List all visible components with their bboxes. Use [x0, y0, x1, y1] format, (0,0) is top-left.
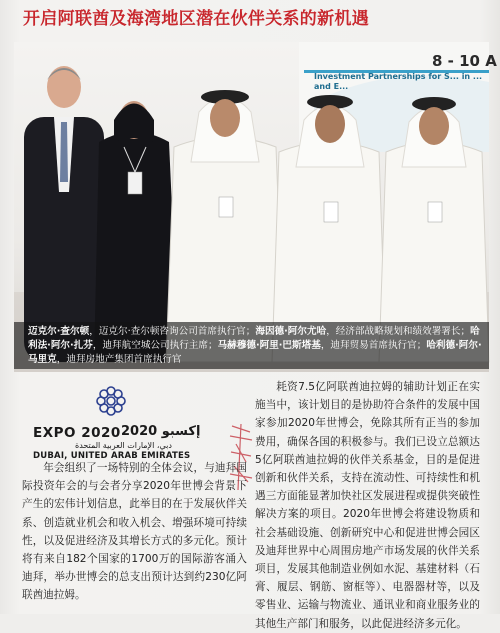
expo-arabic-name: إكسبو 2020 — [121, 424, 201, 439]
right-paragraph: 耗资7.5亿阿联酋迪拉姆的辅助计划正在实施当中，该计划目的是协助符合条件的发展中国家参加2020年世博会，免除其所有正当的参加费用，确保各国的积极参与。我们已设立总额达5亿阿联酋迪拉姆的伙伴关系基金，目的是促进创新和伙伴关系，支持在流动性、可持续性和机遇三方面能显著加快社区发展进程或提供突破性解决方案的项目。2020年世博会将建设物质和社会基础设施、创新研究中心和促进世博会园区及迪拜世界中心周围房地产市场发展的伙伴关系项目，发展其他制造业例如水泥、基建材料（石膏、履层、钢筋、窗框等）、电器器材等，以及零售业、运输与物流业、通讯业和商业服务业的其他生产部门和服务，以此促进经济多元化。 — [255, 381, 480, 630]
caption-text: ，迪拜房地产集团首席执行官 — [56, 354, 182, 365]
banner-text: Investment Partnerships for S... in ... and E... — [314, 72, 483, 92]
expo-arabic-location: دبي، الإمارات العربية المتحدة — [75, 441, 172, 450]
expo-2020-logo — [33, 383, 201, 461]
caption-name: 哈利德·阿尔·马里克 — [28, 340, 482, 365]
photo-caption — [14, 322, 489, 369]
expo-name: EXPO 2020 — [33, 425, 121, 441]
caption-text: ，经济部战略规划和绩效署署长； — [326, 326, 471, 337]
article-headline: 开启阿联酋及海湾地区潜在伙伴关系的新机遇 — [23, 9, 369, 29]
expo-emblem-icon — [93, 383, 129, 419]
banner-date: 8 - 10 A — [432, 52, 497, 70]
caption-name: 马赫穆德·阿里·巴斯塔基 — [217, 340, 321, 351]
caption-name: 海因德·阿尔尤哈 — [255, 326, 327, 337]
article-left-column — [22, 459, 247, 605]
article-right-column — [255, 378, 480, 633]
person-man-suit — [24, 66, 104, 362]
caption-name: 哈利法·阿尔·扎芬 — [28, 326, 480, 351]
expo-english-location: DUBAI, UNITED ARAB EMIRATES — [33, 451, 191, 461]
caption-text: ，迪拜航空城公司执行主席； — [92, 340, 218, 351]
caption-name: 迈克尔·查尔顿 — [28, 326, 90, 337]
left-paragraph: 年会组织了一场特别的全体会议，与迪拜国际投资年会的与会者分享2020年世博会背景下产生的宏伟计划信息，此举目的在于发展伙伴关系、创造就业机会和收入机会、增强环境可持续性，以及促进经济及其增长方式的多元化。预计将有来自182个国家的1700万的国际游客涌入迪拜，举办世博会的总支出预计达到约230亿阿联酋迪拉姆。 — [22, 462, 247, 602]
caption-text: ，迪拜贸易首席执行官； — [320, 340, 427, 351]
caption-text: ，迈克尔·查尔顿咨询公司首席执行官； — [89, 326, 256, 337]
